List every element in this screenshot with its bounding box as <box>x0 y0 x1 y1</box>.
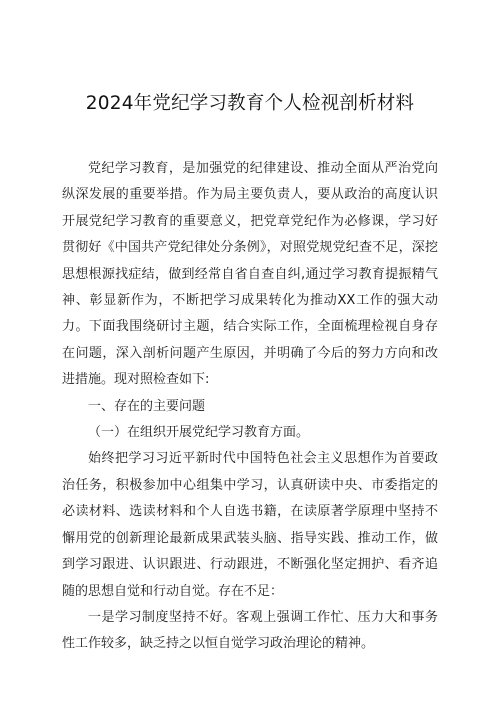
subsection-heading: （一）在组织开展党纪学习教育方面。 <box>88 425 310 441</box>
document-title: 2024年党纪学习教育个人检视剖析材料 <box>85 93 415 114</box>
document-body <box>62 156 438 658</box>
issue-paragraph: 一是学习制度坚持不好。客观上强调工作忙、压力大和事务性工作较多，缺乏持之以恒自觉学习政治理论的精神。 <box>62 609 438 652</box>
section-heading: 一、存在的主要问题 <box>88 398 206 414</box>
intro-paragraph: 党纪学习教育，是加强党的纪律建设、推动全面从严治党向纵深发展的重要举措。作为局主要负责人，要从政治的高度认识开展党纪学习教育的重要意义，把党章党纪作为必修课，学习好贯彻好《中国共产党纪律处分条例》，对照党规党纪查不足，深挖思想根源找症结，做到经常自省自查自纠,通过学习教育提振精气神、彰显新作为，不断把学习成果转化为推动XX工作的强大动力。下面我围绕研讨主题，结合实际工作，全面梳理检视自身存在问题，深入剖析问题产生原因，并明确了今后的努力方向和改进措施。现对照检查如下: <box>62 161 438 388</box>
study-paragraph: 始终把学习习近平新时代中国特色社会主义思想作为首要政治任务，积极参加中心组集中学习，认真研读中央、市委指定的必读材料、选读材料和个人自选书籍，在读原著学原理中坚持不懈用党的创新理论最新成果武装头脑、指导实践、推动工作，做到学习跟进、认识跟进、行动跟进，不断强化坚定拥护、看齐追随的思想自觉和行动自觉。存在不足： <box>62 451 438 599</box>
